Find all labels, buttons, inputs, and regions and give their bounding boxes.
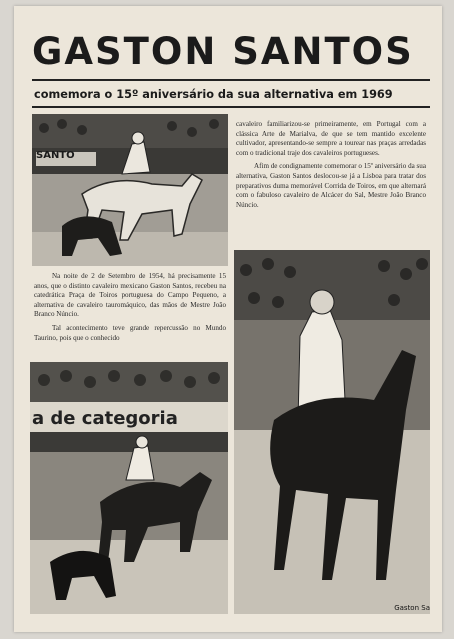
right-column-paragraph-2: Afim de condignamente comemorar o 15º aniversário da sua alternativa, Gaston Santos deslocou-se já a Lisboa para tratar dos preparativos duma memorável Corrida de Toiros, em que alternará com o fabuloso cavaleiro de Alcácer do Sal, Mestre João Branco Núncio. — [236, 162, 426, 209]
top-photo-banner-text: SANTO — [36, 150, 75, 161]
left-column-paragraph-2: Tal acontecimento teve grande repercussão no Mundo Taurino, pois que o conhecido — [34, 323, 226, 342]
article-title: GASTON SANTOS — [32, 30, 414, 73]
photo-rider-portrait — [234, 250, 430, 614]
title-rule-bottom — [32, 106, 430, 108]
left-column-paragraph-1: Na noite de 2 de Setembro de 1954, há precisamente 15 anos, que o distinto cavaleiro mexicano Gaston Santos, recebeu na catedrática Praça de Toiros portuguesa do Campo Pequeno, a alternativa de cavaleiro tauromáquico, das mãos de Mestre João Branco Núncio. — [34, 272, 226, 319]
photo-rider-bull-bottom — [30, 362, 228, 614]
photo-rider-arena-top — [32, 114, 228, 266]
magazine-page — [14, 6, 442, 632]
left-column-text — [34, 272, 226, 343]
middle-photo-banner-text: a de categoria — [32, 408, 178, 429]
title-rule-top — [32, 79, 430, 81]
photo-credit: Gaston Sa — [394, 604, 430, 612]
article-subtitle: comemora o 15º aniversário da sua alternativa em 1969 — [34, 88, 393, 101]
right-column-text — [236, 120, 426, 210]
right-column-paragraph-1: cavaleiro familiarizou-se primeiramente, em Portugal com a clássica Arte de Marialva, de que se tem mantido excelente cultivador, apresentando-se sempre a tourear nas praças arredadas com o tradicional traje dos cavaleiros portugueses. — [236, 120, 426, 157]
